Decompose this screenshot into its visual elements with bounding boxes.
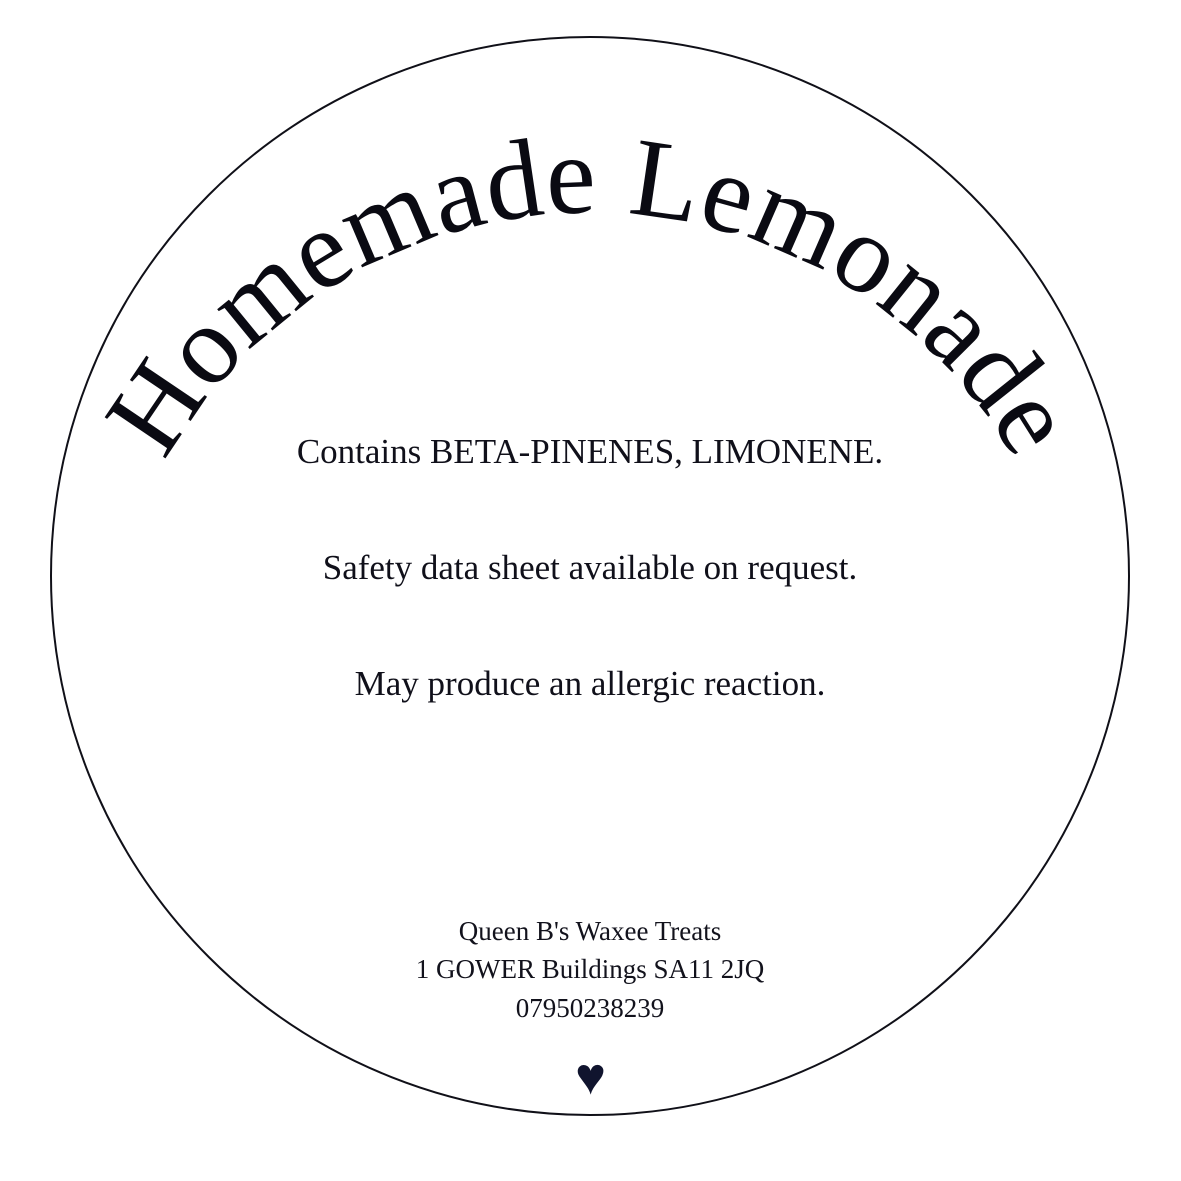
heart-icon-container	[0, 1049, 1181, 1106]
business-address: 1 GOWER Buildings SA11 2JQ	[415, 954, 765, 985]
warning-line-allergic-reaction: May produce an allergic reaction.	[354, 663, 826, 703]
warning-line-safety-data-sheet: Safety data sheet available on request.	[322, 547, 858, 587]
business-details-block	[190, 912, 990, 1027]
business-phone: 07950238239	[515, 992, 665, 1023]
business-name: Queen B's Waxee Treats	[458, 916, 722, 946]
ingredient-warning-block	[110, 430, 1070, 705]
heart-icon: ♥	[575, 1049, 606, 1106]
warning-line-contains: Contains BETA-PINENES, LIMONENE.	[296, 432, 884, 471]
arc-title-textpath: Homemade Lemonade	[81, 112, 1101, 476]
